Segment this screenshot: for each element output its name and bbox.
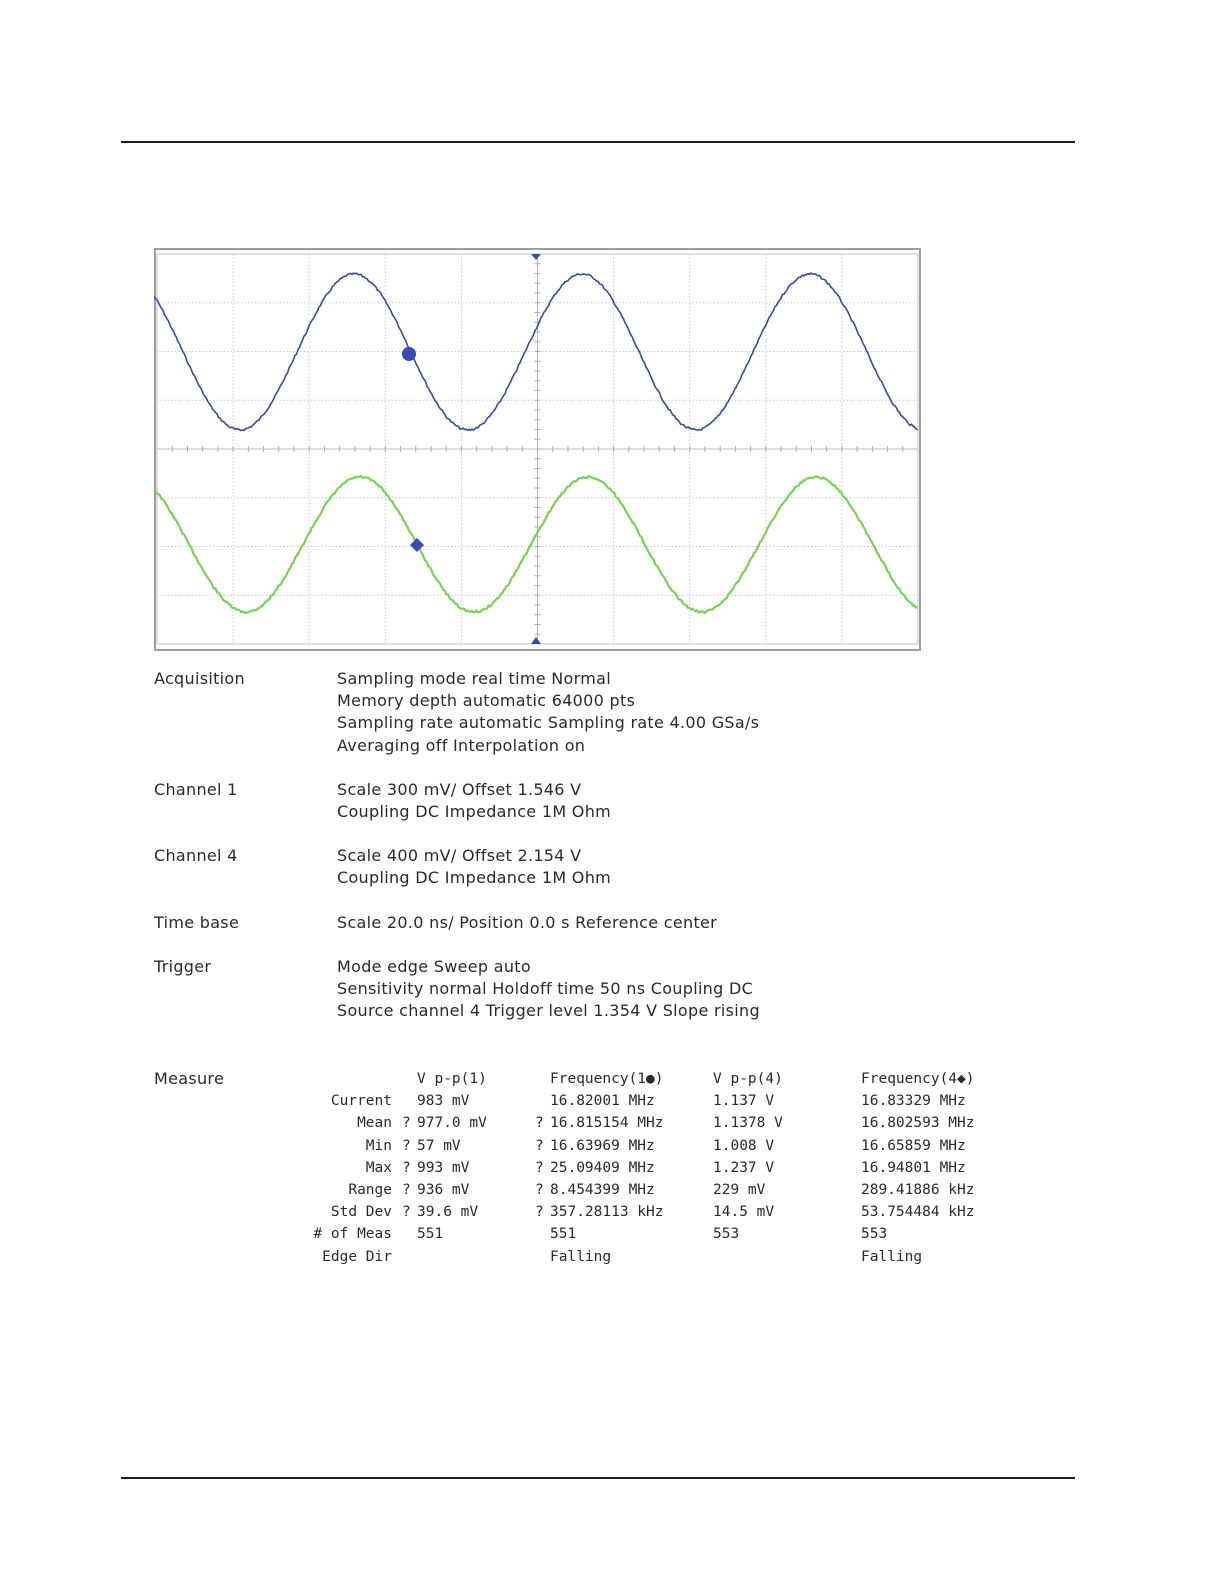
settings-value: Scale 400 mV/ Offset 2.154 V: [337, 846, 582, 866]
stat-flag: [846, 1090, 861, 1112]
stat-flag: [698, 1112, 713, 1134]
measurement-value: 993 mV: [417, 1159, 470, 1176]
settings-label: Channel 4: [154, 846, 238, 866]
measurement-value: 25.09409 MHz: [550, 1159, 655, 1176]
stat-flag: ?: [402, 1204, 411, 1221]
settings-label: Trigger: [154, 956, 212, 976]
measurement-value: 1.137 V: [713, 1093, 775, 1110]
settings-value: Source channel 4 Trigger level 1.354 V Slope rising: [337, 1001, 760, 1021]
settings-value: Scale 20.0 ns/ Position 0.0 s Reference center: [337, 912, 718, 932]
stat-flag: ?: [402, 1182, 411, 1199]
measurement-value: 16.815154 MHz: [550, 1115, 664, 1132]
settings-row-acquisition: [154, 668, 1054, 757]
stat-flag: [846, 1112, 861, 1134]
stat-flag: [698, 1157, 713, 1179]
row-label: Std Dev: [330, 1204, 392, 1221]
settings-label: Time base: [154, 912, 240, 932]
measurement-row: [306, 1112, 1001, 1134]
measurement-value: 16.82001 MHz: [550, 1093, 655, 1110]
settings-value: Sampling mode real time Normal: [337, 669, 611, 688]
stat-flag: [535, 1223, 550, 1245]
stat-flag: [698, 1246, 713, 1268]
column-header: V p-p(1): [417, 1071, 487, 1088]
row-label: Range: [348, 1182, 392, 1199]
stat-flag: [846, 1223, 861, 1245]
settings-row-channel-1: [154, 779, 1054, 823]
top-rule: [121, 141, 1075, 143]
measurement-value: 551: [550, 1226, 577, 1243]
stat-flag: [402, 1246, 417, 1268]
row-label: Max: [365, 1159, 392, 1176]
measurement-value: 1.1378 V: [713, 1115, 783, 1132]
settings-label: Acquisition: [154, 669, 245, 688]
measurement-value: 53.754484 kHz: [861, 1204, 975, 1221]
measurement-value: 553: [861, 1226, 888, 1243]
measurement-row: [306, 1223, 1001, 1245]
stat-flag: [846, 1246, 861, 1268]
column-header: Frequency(4◆): [861, 1071, 975, 1088]
stat-flag: [846, 1157, 861, 1179]
settings-row-channel-4: [154, 845, 1054, 889]
measurement-value: 357.28113 kHz: [550, 1204, 664, 1221]
measurement-value: 16.83329 MHz: [861, 1093, 966, 1110]
measurement-value: 16.65859 MHz: [861, 1137, 966, 1154]
stat-flag: [402, 1090, 417, 1112]
measurement-table: [306, 1068, 1001, 1268]
row-label: Current: [330, 1093, 392, 1110]
stat-flag: ?: [535, 1182, 544, 1199]
measurement-value: [417, 1246, 535, 1268]
stat-flag: [535, 1246, 550, 1268]
stat-flag: ?: [402, 1137, 411, 1154]
measurement-row: [306, 1157, 1001, 1179]
channel-1-measure-marker: [402, 347, 416, 361]
measurement-value: 983 mV: [417, 1093, 470, 1110]
row-label: Edge Dir: [322, 1248, 392, 1265]
measurement-header-row: [306, 1068, 1001, 1090]
measurement-value: 553: [713, 1226, 740, 1243]
oscilloscope-display: [154, 248, 921, 651]
column-header: V p-p(4): [713, 1071, 783, 1088]
measurement-value: Falling: [550, 1248, 612, 1265]
settings-row-time-base: [154, 912, 1054, 934]
measurement-row: [306, 1179, 1001, 1201]
stat-flag: [402, 1223, 417, 1245]
row-label: Min: [365, 1137, 392, 1154]
stat-flag: [698, 1135, 713, 1157]
measurement-value: 8.454399 MHz: [550, 1182, 655, 1199]
measurement-value: 936 mV: [417, 1182, 470, 1199]
measure-label: Measure: [154, 1069, 225, 1088]
measurement-row: [306, 1201, 1001, 1223]
settings-value: Scale 300 mV/ Offset 1.546 V: [337, 779, 582, 799]
settings-value: Sampling rate automatic Sampling rate 4.00 GSa/s: [337, 713, 760, 733]
measurement-value: 289.41886 kHz: [861, 1182, 975, 1199]
stat-flag: ?: [535, 1115, 544, 1132]
settings-label: Channel 1: [154, 779, 238, 799]
measurement-value: 551: [417, 1226, 444, 1243]
stat-flag: ?: [402, 1159, 411, 1176]
measurement-value: 16.63969 MHz: [550, 1137, 655, 1154]
row-label: Mean: [357, 1115, 392, 1132]
bottom-rule: [121, 1477, 1075, 1479]
measurement-value: Falling: [861, 1248, 923, 1265]
stat-flag: ?: [535, 1159, 544, 1176]
stat-flag: [535, 1090, 550, 1112]
settings-value: Memory depth automatic 64000 pts: [337, 691, 636, 711]
stat-flag: ?: [402, 1115, 411, 1132]
measurement-value: 1.008 V: [713, 1137, 775, 1154]
measurement-value: 229 mV: [713, 1182, 766, 1199]
measurement-value: 14.5 mV: [713, 1204, 775, 1221]
settings-value: Coupling DC Impedance 1M Ohm: [337, 802, 612, 822]
stat-flag: ?: [535, 1137, 544, 1154]
settings-list: [154, 668, 1054, 1044]
measurement-row: [306, 1090, 1001, 1112]
row-label: # of Meas: [313, 1226, 392, 1243]
settings-value: Averaging off Interpolation on: [337, 735, 586, 755]
measurement-value: 39.6 mV: [417, 1204, 479, 1221]
measurement-value: 16.94801 MHz: [861, 1159, 966, 1176]
measurement-value: 1.237 V: [713, 1159, 775, 1176]
stat-flag: [698, 1201, 713, 1223]
measurement-row: [306, 1246, 1001, 1268]
measurement-row: [306, 1135, 1001, 1157]
column-header: Frequency(1●): [550, 1071, 664, 1088]
measurement-value: [713, 1246, 846, 1268]
stat-flag: [846, 1179, 861, 1201]
stat-flag: [698, 1223, 713, 1245]
measurement-value: 977.0 mV: [417, 1115, 487, 1132]
stat-flag: [846, 1201, 861, 1223]
settings-value: Coupling DC Impedance 1M Ohm: [337, 868, 612, 888]
measurement-value: 16.802593 MHz: [861, 1115, 975, 1132]
settings-row-trigger: [154, 956, 1054, 1023]
stat-flag: [698, 1179, 713, 1201]
settings-value: Mode edge Sweep auto: [337, 956, 531, 976]
settings-value: Sensitivity normal Holdoff time 50 ns Coupling DC: [337, 979, 754, 999]
stat-flag: [698, 1090, 713, 1112]
stat-flag: ?: [535, 1204, 544, 1221]
measurement-value: 57 mV: [417, 1137, 461, 1154]
stat-flag: [846, 1135, 861, 1157]
